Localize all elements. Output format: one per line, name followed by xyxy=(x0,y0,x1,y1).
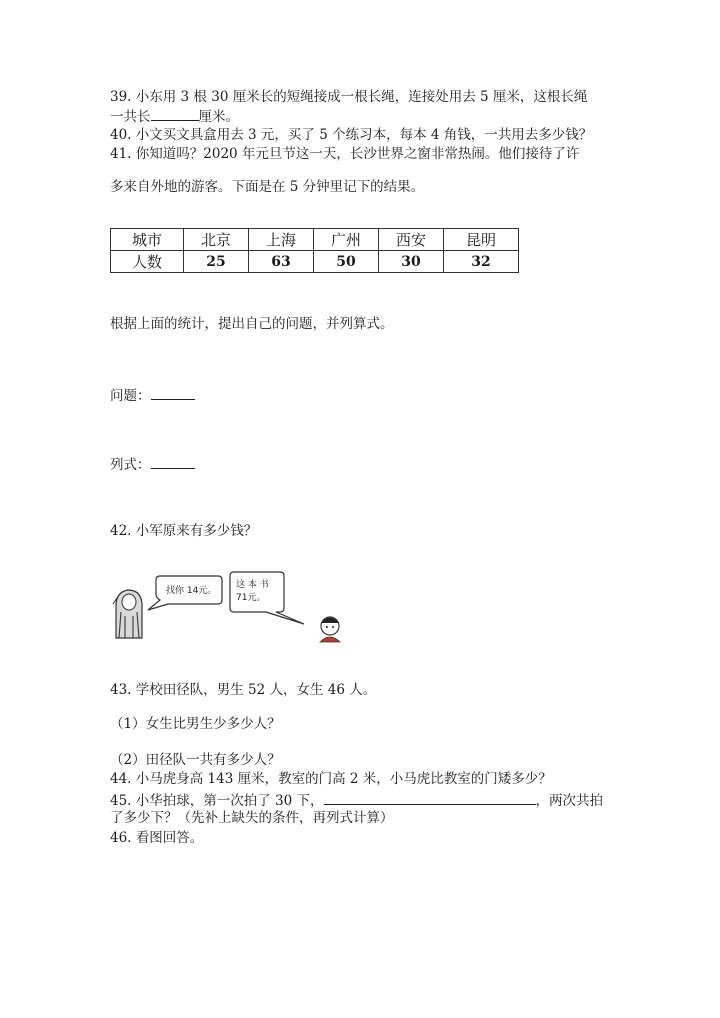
q43-sub1: （1）女生比男生少多少人？ xyxy=(110,716,281,732)
visitor-table xyxy=(110,228,519,273)
table-cell: 人数 xyxy=(111,251,184,273)
table-cell: 昆明 xyxy=(444,229,519,251)
q41-line2: 多来自外地的游客。下面是在 5 分钟里记下的结果。 xyxy=(110,179,425,195)
table-cell: 63 xyxy=(249,251,314,273)
table-cell: 上海 xyxy=(249,229,314,251)
q43-text: 43. 学校田径队，男生 52 人，女生 46 人。 xyxy=(110,682,377,698)
q46-text: 46. 看图回答。 xyxy=(110,830,204,846)
q42-illustration xyxy=(108,568,368,648)
q39-prefix: 一共长 xyxy=(110,109,151,125)
speech-bubble-boy xyxy=(230,572,304,624)
bubble-boy-text-1: 这 本 书 xyxy=(236,580,269,590)
speech-bubble-clerk xyxy=(148,576,222,610)
question-answer-blank[interactable] xyxy=(151,385,195,400)
table-cell: 西安 xyxy=(379,229,444,251)
bubble-clerk-text: 找你 14元。 xyxy=(166,586,217,596)
table-row xyxy=(111,251,519,273)
q45-prefix: 45. 小华拍球，第一次拍了 30 下， xyxy=(110,793,324,809)
q39-line2 xyxy=(110,106,239,126)
q43-sub2: （2）田径队一共有多少人？ xyxy=(110,752,281,768)
q44-text: 44. 小马虎身高 143 厘米，教室的门高 2 米，小马虎比教室的门矮多少？ xyxy=(110,771,552,787)
q41-prompt: 根据上面的统计，提出自己的问题，并列算式。 xyxy=(110,316,394,332)
table-cell: 50 xyxy=(314,251,379,273)
q39-answer-blank[interactable] xyxy=(151,106,199,121)
q45-suffix: ，两次共拍 xyxy=(535,793,604,809)
q41-line1: 41. 你知道吗？2020 年元旦节这一天，长沙世界之窗非常热闹。他们接待了许 xyxy=(110,146,580,162)
q45-line2: 了多少下？（先补上缺失的条件，再列式计算） xyxy=(110,810,394,826)
q40-text: 40. 小文买文具盒用去 3 元，买了 5 个练习本，每本 4 角钱，一共用去多少钱？ xyxy=(110,127,593,143)
q41-formula xyxy=(110,454,195,474)
table-header-row xyxy=(111,229,519,251)
q41-question xyxy=(110,385,195,405)
table-cell: 广州 xyxy=(314,229,379,251)
q45-condition-blank[interactable] xyxy=(324,790,536,805)
formula-answer-blank[interactable] xyxy=(151,454,195,469)
table-cell: 北京 xyxy=(184,229,249,251)
q39-line1: 39. 小东用 3 根 30 厘米长的短绳接成一根长绳，连接处用去 5 厘米，这根长绳 xyxy=(110,89,588,105)
table-cell: 25 xyxy=(184,251,249,273)
q39-suffix: 厘米。 xyxy=(198,109,239,125)
table-cell: 30 xyxy=(379,251,444,273)
question-label: 问题： xyxy=(110,388,151,404)
boy-figure xyxy=(320,617,340,642)
table-cell: 32 xyxy=(444,251,519,273)
formula-label: 列式： xyxy=(110,457,151,473)
q45-line1 xyxy=(110,790,603,810)
q42-text: 42. 小军原来有多少钱？ xyxy=(110,523,258,539)
bubble-boy-text-2: 71元。 xyxy=(236,593,266,603)
table-cell: 城市 xyxy=(111,229,184,251)
clerk-figure xyxy=(113,590,142,638)
